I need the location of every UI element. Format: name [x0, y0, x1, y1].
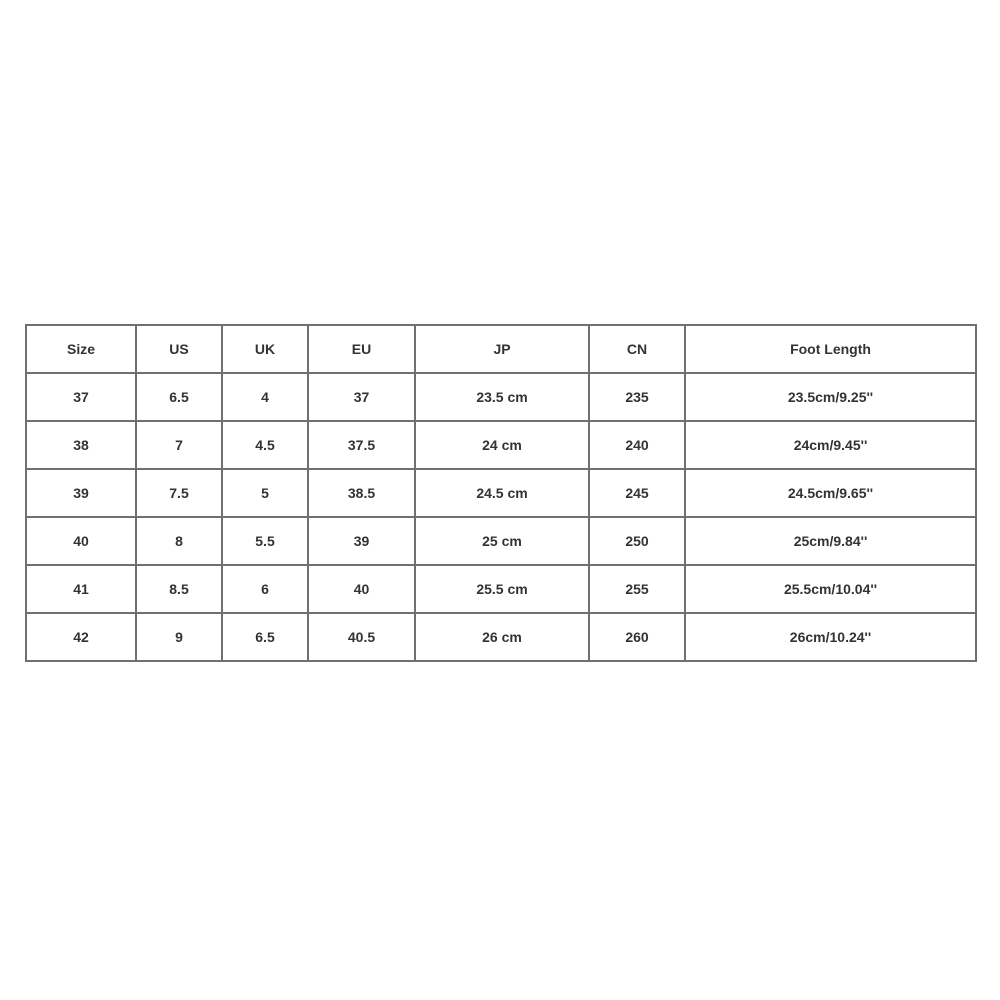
cell-us: 7 [136, 421, 222, 469]
cell-size: 37 [26, 373, 136, 421]
cell-uk: 6.5 [222, 613, 308, 661]
cell-cn: 255 [589, 565, 685, 613]
cell-us: 6.5 [136, 373, 222, 421]
table-header-row [26, 325, 976, 373]
cell-eu: 37.5 [308, 421, 415, 469]
cell-eu: 40.5 [308, 613, 415, 661]
cell-foot-length: 25cm/9.84'' [685, 517, 976, 565]
cell-cn: 235 [589, 373, 685, 421]
cell-cn: 250 [589, 517, 685, 565]
column-header-uk: UK [222, 325, 308, 373]
cell-foot-length: 24cm/9.45'' [685, 421, 976, 469]
table-row [26, 565, 976, 613]
cell-foot-length: 26cm/10.24'' [685, 613, 976, 661]
cell-us: 8 [136, 517, 222, 565]
cell-size: 41 [26, 565, 136, 613]
cell-cn: 245 [589, 469, 685, 517]
cell-eu: 40 [308, 565, 415, 613]
cell-eu: 37 [308, 373, 415, 421]
column-header-us: US [136, 325, 222, 373]
cell-foot-length: 25.5cm/10.04'' [685, 565, 976, 613]
table-row [26, 469, 976, 517]
column-header-size: Size [26, 325, 136, 373]
table-row [26, 517, 976, 565]
cell-eu: 39 [308, 517, 415, 565]
size-chart-table [25, 324, 977, 662]
cell-jp: 24 cm [415, 421, 589, 469]
cell-uk: 5 [222, 469, 308, 517]
column-header-foot-length: Foot Length [685, 325, 976, 373]
table-row [26, 373, 976, 421]
cell-us: 9 [136, 613, 222, 661]
cell-uk: 5.5 [222, 517, 308, 565]
cell-jp: 25 cm [415, 517, 589, 565]
cell-cn: 260 [589, 613, 685, 661]
table-row [26, 421, 976, 469]
cell-uk: 4 [222, 373, 308, 421]
cell-size: 42 [26, 613, 136, 661]
cell-jp: 25.5 cm [415, 565, 589, 613]
cell-jp: 26 cm [415, 613, 589, 661]
cell-size: 39 [26, 469, 136, 517]
cell-uk: 6 [222, 565, 308, 613]
cell-jp: 24.5 cm [415, 469, 589, 517]
cell-size: 38 [26, 421, 136, 469]
cell-eu: 38.5 [308, 469, 415, 517]
cell-size: 40 [26, 517, 136, 565]
table-row [26, 613, 976, 661]
column-header-jp: JP [415, 325, 589, 373]
cell-cn: 240 [589, 421, 685, 469]
cell-foot-length: 23.5cm/9.25'' [685, 373, 976, 421]
cell-foot-length: 24.5cm/9.65'' [685, 469, 976, 517]
column-header-eu: EU [308, 325, 415, 373]
cell-uk: 4.5 [222, 421, 308, 469]
cell-us: 8.5 [136, 565, 222, 613]
cell-us: 7.5 [136, 469, 222, 517]
cell-jp: 23.5 cm [415, 373, 589, 421]
column-header-cn: CN [589, 325, 685, 373]
